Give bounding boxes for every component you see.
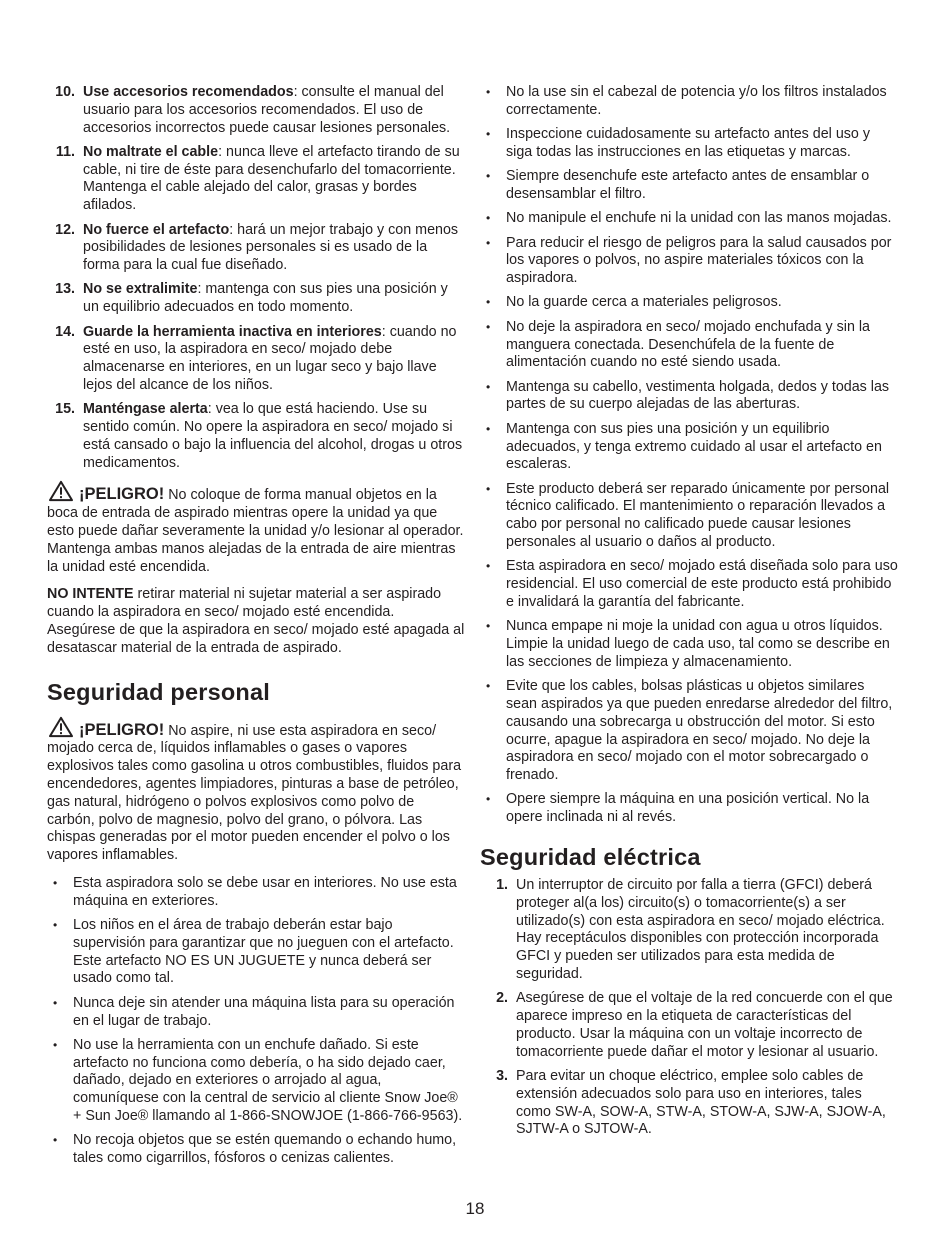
list-item: • No recoja objetos que se estén quemando o echando humo, tales como cigarrillos, fósforos o cenizas calientes. xyxy=(47,1132,465,1168)
list-item: • Para reducir el riesgo de peligros para la salud causados por los vapores o polvos, no aspire materiales tóxicos con la aspiradora. xyxy=(480,235,898,288)
item-body: : vea lo que está haciendo. Use su sentido común. No opere la aspiradora en seco/ mojado si está cansado o bajo la influencia del alcohol, drogas u otros medicamentos. xyxy=(83,401,463,471)
bullet-dot: • xyxy=(486,619,491,634)
no-intente-paragraph xyxy=(47,586,465,657)
item-number: 12. xyxy=(55,221,75,238)
list-item: • Esta aspiradora en seco/ mojado está diseñada solo para uso residencial. El uso comercial de este producto está prohibido e invalidará la garantía del fabricante. xyxy=(480,558,898,611)
list-item: • Los niños en el área de trabajo deberán estar bajo supervisión para garantizar que no jueguen con el artefacto. Este artefacto NO ES UN JUGUETE y nunca deberá ser usado como tal. xyxy=(47,917,465,988)
danger-text: No aspire, ni use esta aspiradora en seco/ mojado cerca de, líquidos inflamables o gases o vapores explosivos tales como gasolina u otros combustibles, fluidos para encendedores, agentes limpiadores, pinturas a base de petróleo, gas natural, hidrógeno o polvos explosivos como polvo de carbón, polvo de magnesio, polvo del grano, o pólvora. Las chispas generadas por el motor pueden encender el polvo o los vapores inflamables. xyxy=(47,722,462,864)
bullet-dot: • xyxy=(53,918,58,933)
list-item xyxy=(480,1068,898,1139)
bullet-dot: • xyxy=(486,127,491,142)
item-number: 11. xyxy=(55,143,75,160)
item-body: Un interruptor de circuito por falla a tierra (GFCI) deberá proteger al(a los) circuito(s) o tomacorriente(s) a ser utilizado(s) con esta aspiradora en seco/ mojado eléctrica. Hay receptáculos disponibles con protección incorporada GFCI y pueden ser utilizados para esta medida de seguridad. xyxy=(516,876,885,982)
danger-text: No coloque de forma manual objetos en la boca de entrada de aspirado mientras opere la unidad ya que esto puede dañar severamente la unidad y/o lesionar al operador. Mantenga ambas manos alejadas de la entrada de aire mientras la unidad esté encendida. xyxy=(47,487,464,575)
item-body: : consulte el manual del usuario para los accesorios recomendados. El uso de accesorios incorrectos puede causar lesiones personales. xyxy=(83,84,451,136)
bullet-dot: • xyxy=(486,379,491,394)
bullet-dot: • xyxy=(486,559,491,574)
bullet-dot: • xyxy=(486,211,491,226)
bullet-dot: • xyxy=(486,679,491,694)
bullet-dot: • xyxy=(486,319,491,334)
list-item: • No la use sin el cabezal de potencia y/o los filtros instalados correctamente. xyxy=(480,84,898,120)
warning-triangle-icon xyxy=(47,716,75,738)
general-safety-list xyxy=(47,84,465,472)
bullet-dot: • xyxy=(486,85,491,99)
list-item: • Mantenga su cabello, vestimenta holgada, dedos y todas las partes de su cuerpo alejadas de las aberturas. xyxy=(480,379,898,415)
danger-warning xyxy=(47,716,465,865)
bullet-dot: • xyxy=(486,295,491,310)
item-title: Manténgase alerta xyxy=(83,401,208,418)
bullet-dot: • xyxy=(53,995,58,1010)
bullet-dot: • xyxy=(486,481,491,496)
item-body: : mantenga con sus pies una posición y un equilibrio adecuados en todo momento. xyxy=(83,281,448,316)
right-column xyxy=(480,84,898,1146)
item-number: 1. xyxy=(496,876,508,893)
list-item: • Nunca empape ni moje la unidad con agua u otros líquidos. Limpie la unidad luego de cada uso, tal como se describe en las secciones de limpieza y almacenamiento. xyxy=(480,618,898,671)
list-item xyxy=(480,990,898,1061)
personal-safety-list-continued xyxy=(480,84,898,827)
list-item: • Nunca deje sin atender una máquina lista para su operación en el lugar de trabajo. xyxy=(47,995,465,1031)
list-item xyxy=(47,84,465,137)
list-item: • Esta aspiradora solo se debe usar en interiores. No use esta máquina en exteriores. xyxy=(47,875,465,911)
item-number: 14. xyxy=(55,323,75,340)
item-body: Asegúrese de que el voltaje de la red concuerde con el que aparece impreso en la etiqueta de características del producto. Usar la máquina con un voltaje incorrecto de tomacorriente puede dañar el motor y lesionar al usuario. xyxy=(516,990,893,1060)
item-number: 2. xyxy=(496,990,508,1007)
item-number: 10. xyxy=(55,84,75,100)
list-item xyxy=(47,144,465,215)
list-item: • Inspeccione cuidadosamente su artefacto antes del uso y siga todas las instrucciones en las etiquetas y marcas. xyxy=(480,126,898,162)
list-item: • Siempre desenchufe este artefacto antes de ensamblar o desensamblar el filtro. xyxy=(480,168,898,204)
list-item xyxy=(47,401,465,472)
list-item: • Opere siempre la máquina en una posición vertical. No la opere inclinada ni al revés. xyxy=(480,791,898,827)
no-intente-label: NO INTENTE xyxy=(47,586,134,603)
item-body: : cuando no esté en uso, la aspiradora en seco/ mojado debe almacenarse en interiores, en un lugar seco y bajo llave lejos del alcance de los niños. xyxy=(83,323,457,393)
electrical-safety-list xyxy=(480,877,898,1139)
list-item: • No manipule el enchufe ni la unidad con las manos mojadas. xyxy=(480,210,898,228)
left-column xyxy=(47,84,465,1174)
danger-warning xyxy=(47,480,465,576)
list-item xyxy=(480,877,898,984)
bullet-dot: • xyxy=(486,421,491,436)
list-item xyxy=(47,281,465,317)
bullet-dot: • xyxy=(486,169,491,184)
item-number: 15. xyxy=(55,401,75,418)
list-item: • Este producto deberá ser reparado únicamente por personal técnico calificado. El mantenimiento o reparación llevados a cabo por personal no calificado puede causar lesiones personales al usuario o daños al producto. xyxy=(480,481,898,552)
item-title: No fuerce el artefacto xyxy=(83,221,230,238)
item-title: No maltrate el cable xyxy=(83,143,219,160)
item-title: No se extralimite xyxy=(83,281,198,298)
item-number: 13. xyxy=(55,281,75,298)
no-intente-text: retirar material ni sujetar material a ser aspirado cuando la aspiradora en seco/ mojado esté encendida. Asegúrese de que la aspiradora en seco/ mojado esté apagada al desatascar material de la entrada de aspirado. xyxy=(47,586,465,656)
bullet-dot: • xyxy=(53,1037,58,1052)
danger-label: ¡PELIGRO! xyxy=(79,485,165,504)
danger-label: ¡PELIGRO! xyxy=(79,720,165,739)
page-number: 18 xyxy=(465,1199,485,1218)
list-item: • Mantenga con sus pies una posición y un equilibrio adecuados, y tenga extremo cuidado al usar el artefacto en escaleras. xyxy=(480,421,898,474)
list-item xyxy=(47,324,465,395)
list-item xyxy=(47,222,465,275)
item-number: 3. xyxy=(496,1067,508,1084)
item-body: : nunca lleve el artefacto tirando de su cable, ni tire de éste para desenchufarlo del tomacorriente. Mantenga el cable alejado del calor, grasas y bordes afilados. xyxy=(83,143,460,214)
list-item: • No la guarde cerca a materiales peligrosos. xyxy=(480,294,898,312)
item-title: Use accesorios recomendados xyxy=(83,84,294,100)
list-item: • No use la herramienta con un enchufe dañado. Si este artefacto no funciona como debería, o ha sido dejado caer, dañado, dejado en exteriores o arrojado al agua, comuníquese con la central de servicio al cliente Snow Joe® + Sun Joe® llamando al 1-866-SNOWJOE (1-866-766-9563). xyxy=(47,1037,465,1126)
bullet-dot: • xyxy=(53,1133,58,1148)
item-body: Para evitar un choque eléctrico, emplee solo cables de extensión adecuados solo para uso en interiores, tales como SW-A, SOW-A, STW-A, STOW-A, SJW-A, SJOW-A, SJTW-A o SJTOW-A. xyxy=(516,1067,886,1138)
bullet-dot: • xyxy=(486,792,491,807)
bullet-dot: • xyxy=(53,875,58,890)
personal-safety-heading: Seguridad personal xyxy=(47,678,270,705)
list-item: • No deje la aspiradora en seco/ mojado enchufada y sin la manguera conectada. Desenchúfela de la fuente de alimentación cuando no esté siendo usada. xyxy=(480,319,898,372)
electrical-safety-heading: Seguridad eléctrica xyxy=(480,843,701,870)
item-title: Guarde la herramienta inactiva en interiores xyxy=(83,323,382,340)
bullet-dot: • xyxy=(486,235,491,250)
warning-triangle-icon xyxy=(47,480,75,502)
personal-safety-list xyxy=(47,875,465,1168)
item-body: : hará un mejor trabajo y con menos posibilidades de lesiones personales si es usado de la forma para la cual fue diseñado. xyxy=(83,221,459,274)
list-item: • Evite que los cables, bolsas plásticas u objetos similares sean aspirados ya que pueden enredarse alrededor del filtro, causando una sobrecarga u obstrucción del motor. Si esto ocurre, apague la aspiradora en seco/ mojado. No deje la aspiradora en seco/ mojado con el motor sobrecargado o frenado. xyxy=(480,678,898,785)
